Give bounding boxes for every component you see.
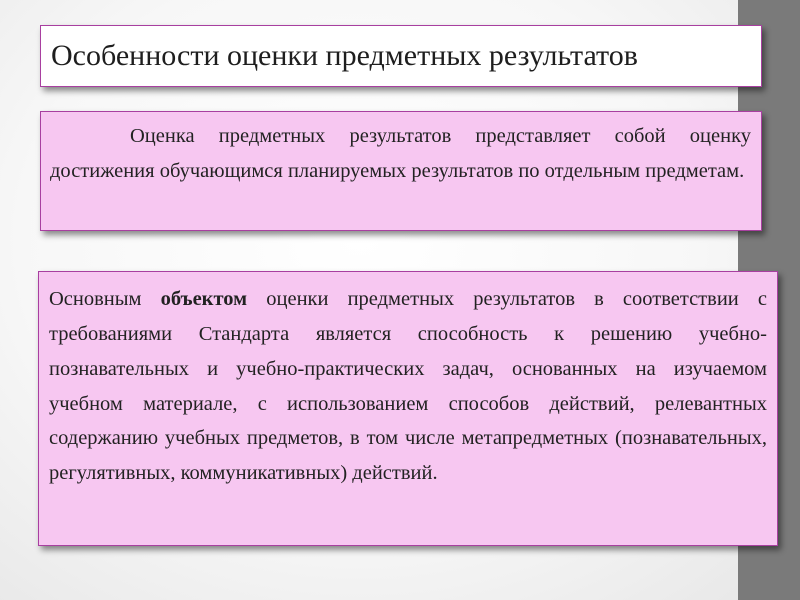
slide-title: Особенности оценки предметных результатов (51, 39, 638, 72)
definition-text: Оценка предметных результатов представляет собой оценку достижения обучающимся планируемых результатов по отдельным предметам. (50, 125, 751, 182)
object-text-after: оценки предметных результатов в соответствии с требованиями Стандарта является способность к решению учебно-познавательных и учебно-практических задач, основанных на изучаемом учебном материале, с использованием способов действий, релевантных содержанию учебных предметов, в том числе метапредметных (познавательных, регулятивных, коммуникативных) действий. (49, 288, 767, 485)
definition-box (40, 111, 762, 231)
object-text-before: Основным (49, 288, 161, 310)
object-paragraph (49, 282, 767, 491)
object-emphasis: объектом (160, 288, 248, 310)
object-box (38, 271, 778, 546)
title-box (40, 25, 762, 87)
